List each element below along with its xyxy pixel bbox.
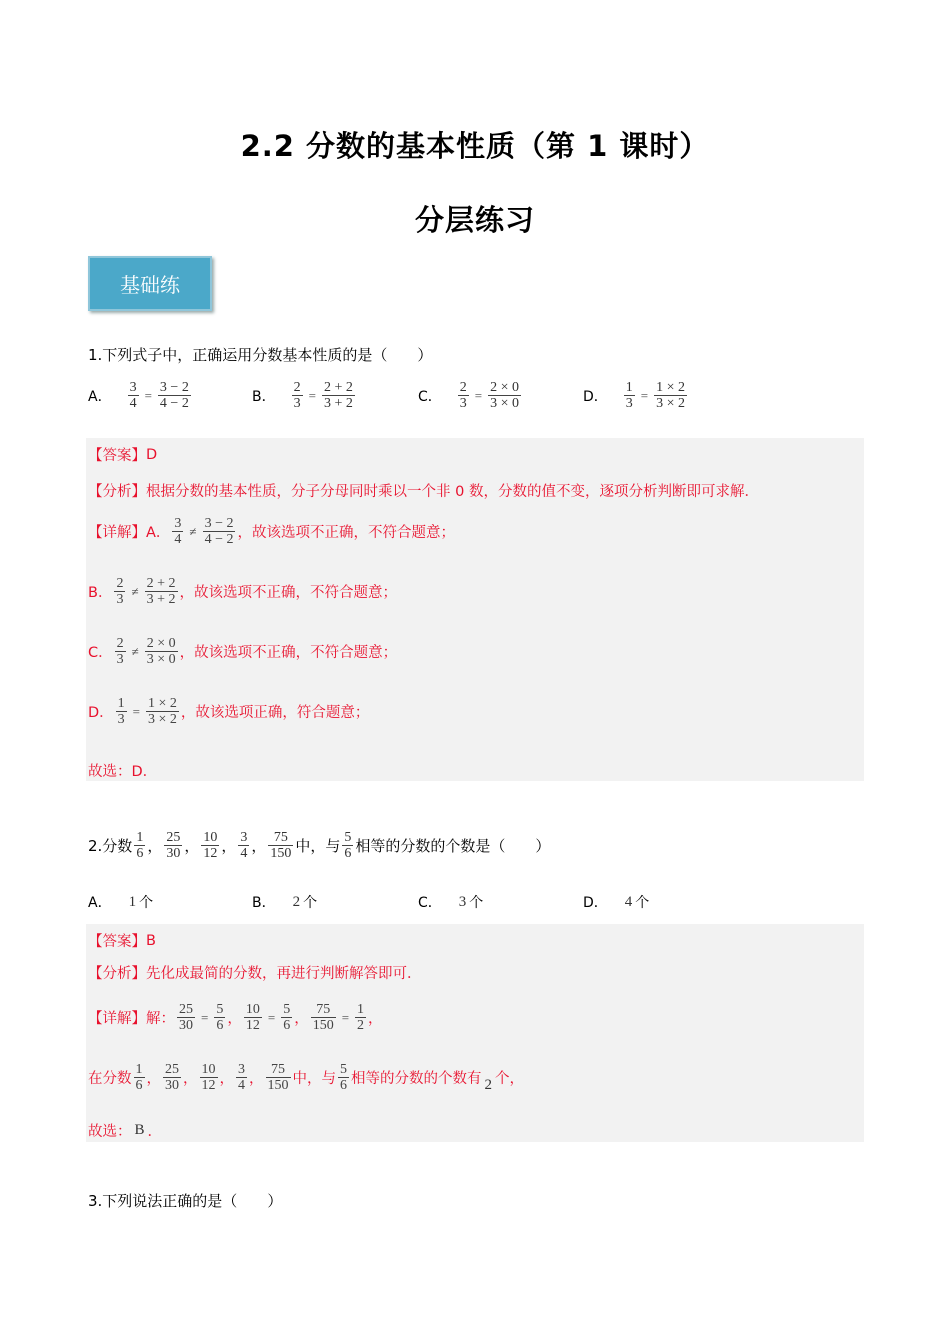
- option-unit: 个: [635, 895, 650, 911]
- separator: ，: [183, 1071, 198, 1087]
- q2-stem: [88, 830, 550, 861]
- fraction: $\frac{1}{6}$: [135, 1062, 143, 1093]
- option-label: A．: [88, 895, 112, 911]
- q1-stem: 1.下列式子中，正确运用分数基本性质的是（ ）: [88, 346, 433, 364]
- fraction: $\frac{1}{6}$: [136, 830, 144, 861]
- fraction: $\frac{3}{4}$: [240, 830, 248, 861]
- analysis-text: 根据分数的基本性质，分子分母同时乘以一个非 0 数，分数的值不变，逐项分析判断即可求解．: [146, 484, 759, 500]
- option-number: 4: [624, 893, 633, 910]
- fraction: $\frac{3}{4}$: [174, 516, 182, 547]
- q1-answer: [88, 444, 157, 465]
- fraction: $\frac{2}{3}$: [293, 380, 301, 411]
- fraction: $\frac{10}{12}$: [203, 830, 218, 861]
- q2-option-c: [418, 892, 483, 912]
- detail-prefix: D．: [88, 705, 114, 721]
- equals-sign: =: [267, 1009, 276, 1025]
- relation-sign: =: [308, 387, 316, 403]
- fraction: $\frac{5}{6}$: [283, 1002, 291, 1033]
- option-number: 3: [458, 893, 467, 910]
- fraction: $\frac{25}{30}$: [165, 1062, 179, 1093]
- section-badge: 基础练: [88, 256, 212, 311]
- separator: ，: [294, 1011, 309, 1027]
- answer-value: D: [146, 446, 158, 463]
- option-label: A．: [88, 388, 112, 405]
- separator: ，: [219, 1071, 234, 1087]
- equals-sign: =: [201, 1009, 209, 1025]
- relation-sign: =: [132, 703, 141, 719]
- q1-analysis: [88, 480, 759, 501]
- conclusion-text: ．: [147, 1124, 163, 1140]
- option-label: C．: [418, 895, 442, 911]
- separator: ，: [227, 1011, 242, 1027]
- option-unit: 个: [139, 895, 154, 911]
- q2-answer: [88, 930, 156, 951]
- fraction: $\frac{25}{30}$: [166, 830, 181, 861]
- fraction: $\frac{3 - 2}{4 - 2}$: [159, 380, 189, 411]
- page-title: 2.2 分数的基本性质（第 1 课时）: [240, 129, 710, 163]
- option-label: D．: [583, 388, 608, 405]
- fraction: $\frac{5}{6}$: [340, 1062, 347, 1093]
- fraction: $\frac{2 \times 0}{3 \times 0}$: [146, 636, 176, 667]
- q1-answer-box: [86, 438, 864, 781]
- analysis-tag: 【分析】: [88, 484, 146, 500]
- option-label: C．: [418, 388, 442, 405]
- option-label: D．: [583, 895, 608, 911]
- option-label: B．: [252, 895, 276, 911]
- option-unit: 个: [303, 895, 318, 911]
- fraction: $\frac{1}{2}$: [357, 1002, 365, 1033]
- fraction: $\frac{1 \times 2}{3 \times 2}$: [656, 380, 686, 411]
- fraction: $\frac{75}{150}$: [270, 830, 292, 861]
- separator: ，: [221, 837, 237, 855]
- separator: ，: [249, 1071, 264, 1087]
- analysis-text: 先化成最简的分数，再进行判断解答即可．: [146, 966, 422, 982]
- option-number: 1: [128, 893, 137, 910]
- detail-prefix: A．: [146, 525, 171, 541]
- relation-sign: =: [474, 387, 483, 403]
- q2-analysis: [88, 962, 422, 983]
- q1-detail-a: [88, 516, 455, 547]
- q1-conclusion: 故选：D．: [88, 764, 158, 780]
- relation-sign: ≠: [131, 643, 139, 659]
- detail-text: 中，与: [292, 1071, 336, 1087]
- q2-option-b: [252, 892, 317, 912]
- detail-text: ，故该选项不正确，不符合题意；: [237, 525, 455, 541]
- fraction: $\frac{75}{150}$: [312, 1002, 334, 1033]
- detail-text: 在分数: [88, 1071, 132, 1087]
- fraction: $\frac{2}{3}$: [116, 636, 124, 667]
- answer-value: B: [146, 932, 156, 949]
- detail-text: ，故该选项不正确，不符合题意；: [179, 645, 398, 661]
- q2-option-a: [88, 892, 153, 912]
- q1-option-b: [252, 380, 357, 411]
- relation-sign: ≠: [131, 583, 139, 599]
- q1-option-c: [418, 380, 523, 411]
- answer-tag: 【答案】: [88, 448, 146, 464]
- separator: ，: [146, 1071, 161, 1087]
- stem-text: 中，与: [295, 837, 341, 855]
- detail-text: ，故该选项正确，符合题意；: [180, 705, 370, 721]
- analysis-tag: 【分析】: [88, 966, 146, 982]
- fraction: $\frac{3}{4}$: [129, 380, 137, 411]
- fraction: $\frac{3}{4}$: [238, 1062, 245, 1093]
- answer-tag: 【答案】: [88, 934, 146, 950]
- fraction: $\frac{2 \times 0}{3 \times 0}$: [490, 380, 520, 411]
- fraction: $\frac{1 \times 2}{3 \times 2}$: [148, 696, 177, 727]
- fraction: $\frac{10}{12}$: [245, 1002, 260, 1033]
- detail-tag: 【详解】: [88, 525, 146, 541]
- stem-text: 相等的分数的个数是（ ）: [355, 837, 551, 855]
- fraction: $\frac{5}{6}$: [216, 1002, 224, 1033]
- fraction: $\frac{1}{3}$: [625, 380, 633, 411]
- detail-text: ，故该选项不正确，不符合题意；: [179, 585, 397, 601]
- q1-detail-b: [88, 576, 397, 607]
- detail-text: 个，: [495, 1071, 524, 1087]
- fraction: $\frac{75}{150}$: [267, 1062, 289, 1093]
- relation-sign: ≠: [189, 523, 197, 539]
- q1-option-a: [88, 380, 193, 411]
- count-value: 2: [484, 1077, 492, 1093]
- conclusion-value: B: [134, 1122, 145, 1138]
- relation-sign: =: [640, 387, 649, 403]
- q3-stem: 3.下列说法正确的是（ ）: [88, 1192, 283, 1210]
- option-unit: 个: [469, 895, 484, 911]
- q1-detail-d: [88, 696, 369, 727]
- detail-prefix: C．: [88, 645, 113, 661]
- fraction: $\frac{25}{30}$: [179, 1002, 193, 1033]
- separator: ，: [147, 837, 163, 855]
- q2-option-d: [583, 892, 649, 912]
- fraction: $\frac{5}{6}$: [344, 830, 352, 861]
- detail-text: 相等的分数的个数有: [351, 1071, 482, 1087]
- option-number: 2: [292, 893, 301, 910]
- detail-prefix: 解：: [146, 1011, 175, 1027]
- equals-sign: =: [341, 1009, 350, 1025]
- separator: ，: [251, 837, 267, 855]
- q1-detail-c: [88, 636, 397, 667]
- detail-prefix: B．: [88, 585, 113, 601]
- q2-detail: [88, 1002, 383, 1033]
- fraction: $\frac{1}{3}$: [117, 696, 125, 727]
- option-label: B．: [252, 388, 276, 405]
- q1-option-d: [583, 380, 689, 411]
- fraction: $\frac{2 + 2}{3 + 2}$: [323, 380, 353, 411]
- conclusion-text: 故选：: [88, 1124, 132, 1140]
- q2-conclusion: [88, 1120, 162, 1141]
- detail-tag: 【详解】: [88, 1011, 146, 1027]
- q2-detail-line2: [88, 1062, 524, 1093]
- fraction: $\frac{2}{3}$: [459, 380, 467, 411]
- stem-text: 2.分数: [88, 837, 133, 855]
- fraction: $\frac{2 + 2}{3 + 2}$: [146, 576, 176, 607]
- page-subtitle: 分层练习: [414, 203, 535, 237]
- separator: ，: [368, 1011, 383, 1027]
- q2-answer-box: [86, 924, 864, 1142]
- fraction: $\frac{3 - 2}{4 - 2}$: [204, 516, 234, 547]
- fraction: $\frac{2}{3}$: [116, 576, 124, 607]
- separator: ，: [184, 837, 200, 855]
- relation-sign: =: [144, 387, 152, 403]
- fraction: $\frac{10}{12}$: [201, 1062, 216, 1093]
